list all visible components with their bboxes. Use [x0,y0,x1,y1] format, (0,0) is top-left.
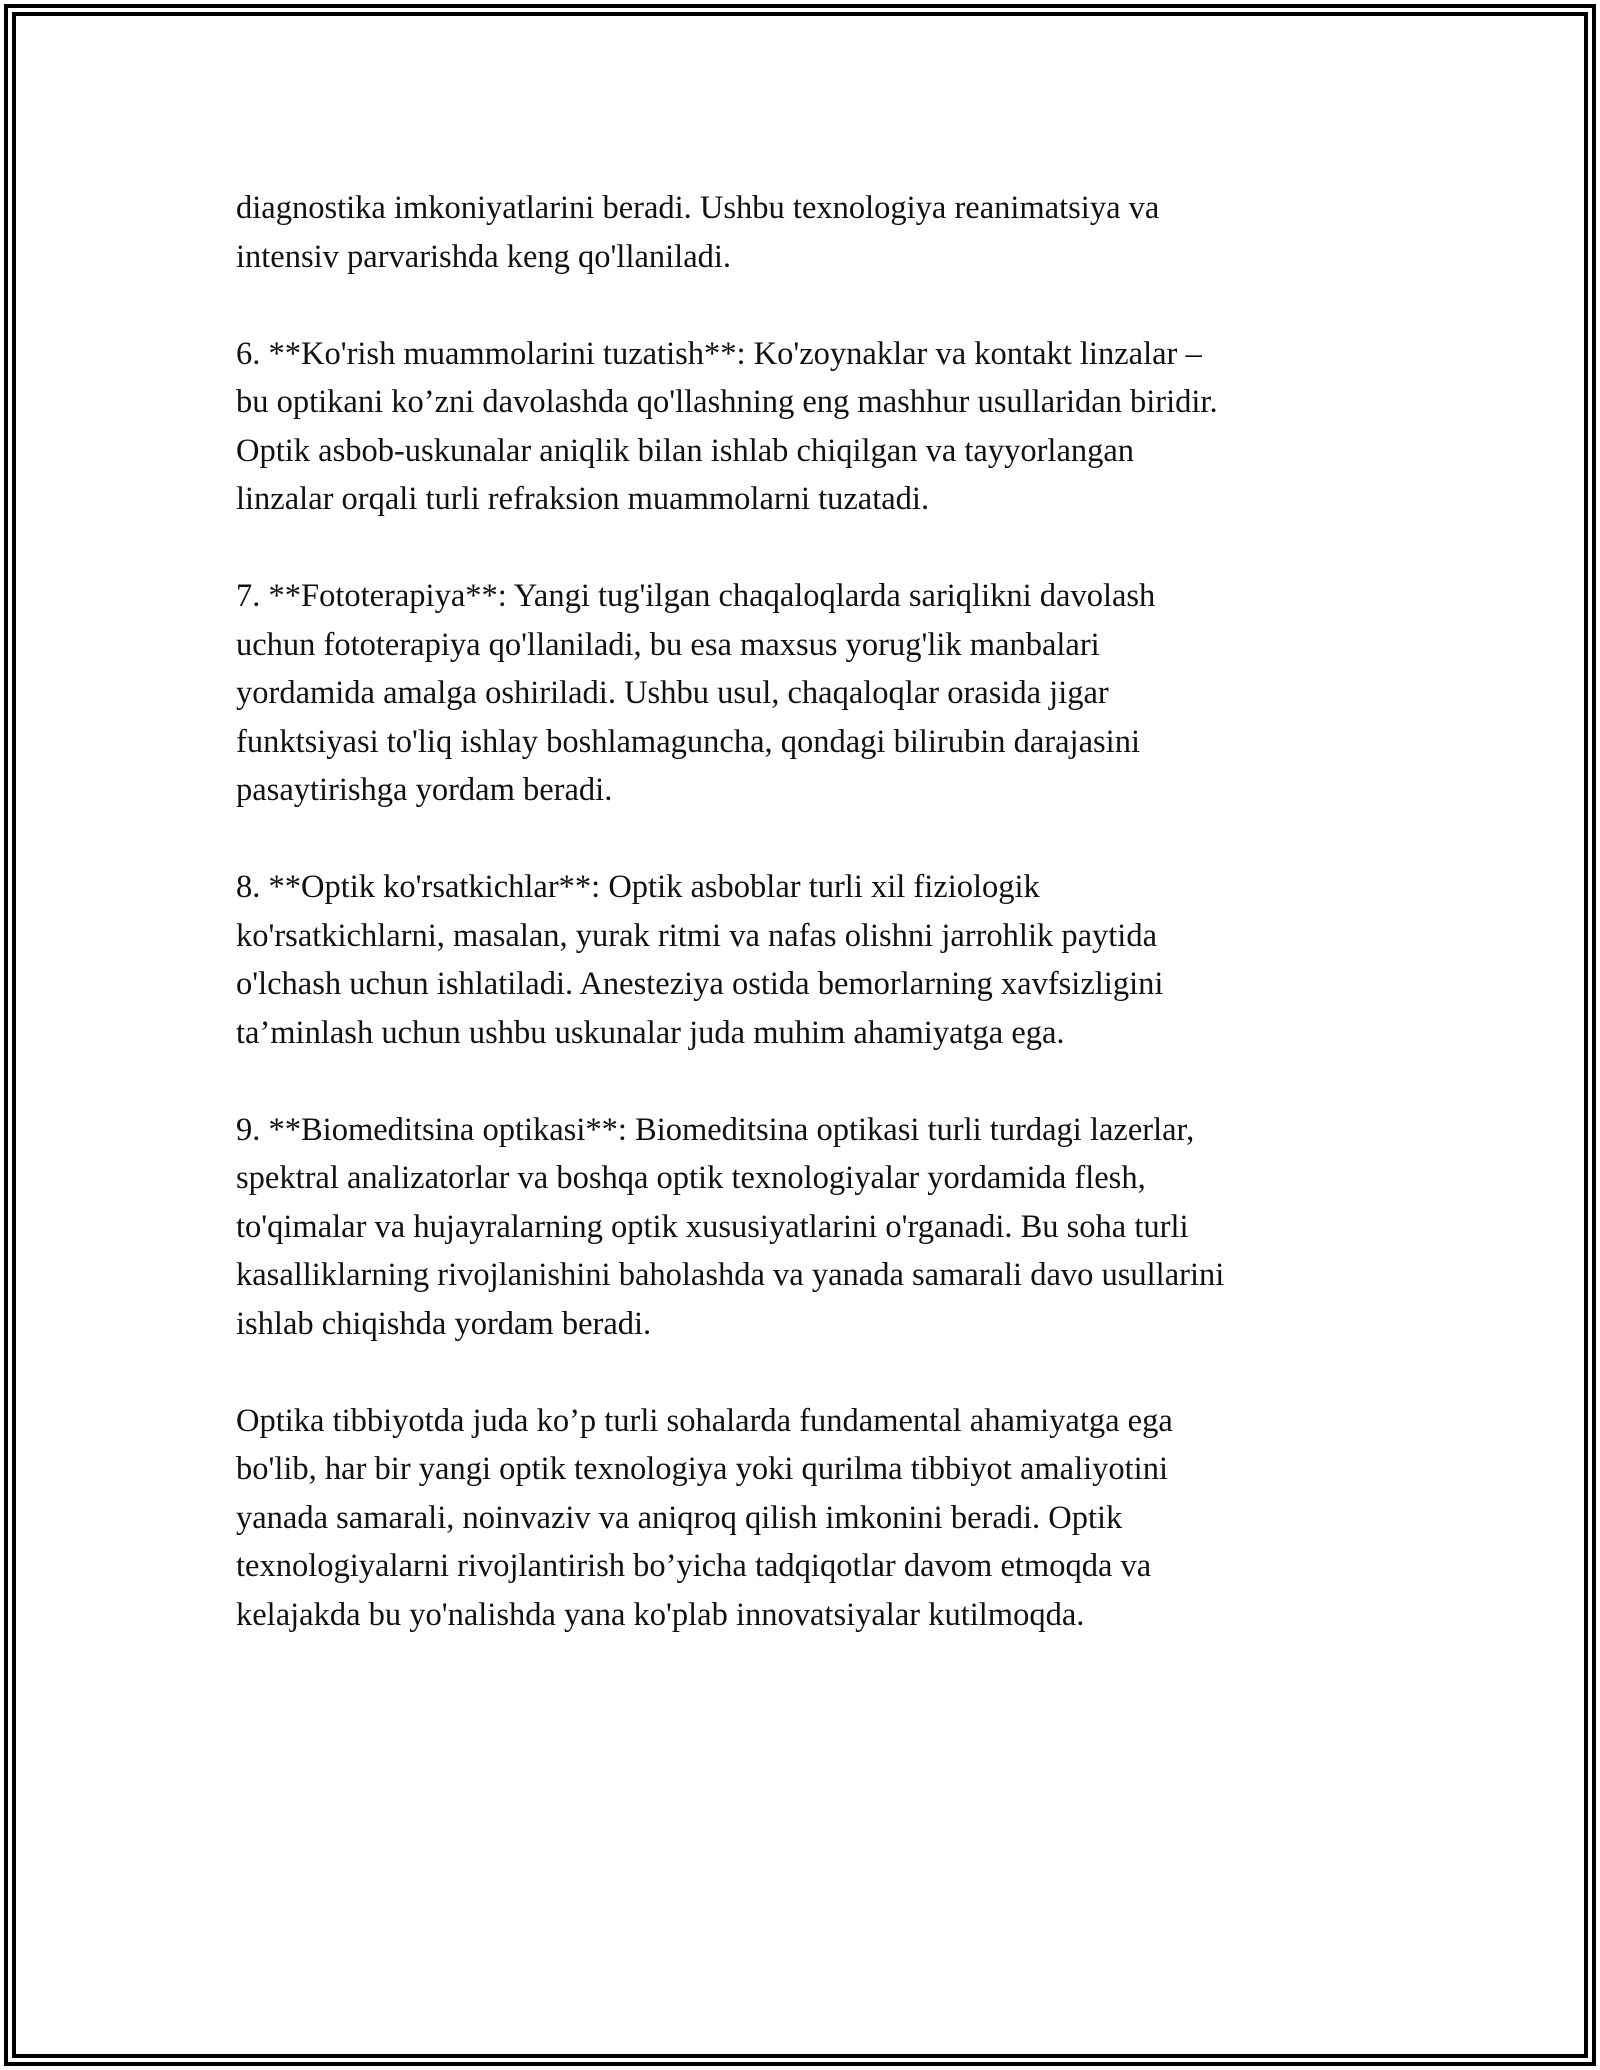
paragraph-conclusion: Optika tibbiyotda juda ko’p turli sohalarda fundamental ahamiyatga ega bo'lib, har bir yangi optik texnologiya yoki qurilma tibbiyot amaliyotini yanada samarali, noinvaziv va aniqroq qilish imkonini beradi. Optik texnologiyalarni rivojlantirish bo’yicha tadqiqotlar davom etmoqda va kelajakda bu yo'nalishda yana ko'plab innovatsiyalar kutilmoqda. [236,1402,1173,1633]
paragraph-item-8: 8. **Optik ko'rsatkichlar**: Optik asboblar turli xil fiziologik ko'rsatkichlarni, masalan, yurak ritmi va nafas olishni jarrohlik paytida o'lchash uchun ishlatiladi. Anesteziya ostida bemorlarning xavfsizligini ta’minlash uchun ushbu uskunalar juda muhim ahamiyatga ega. [236,869,1164,1051]
paragraph-item-6: 6. **Ko'rish muammolarini tuzatish**: Ko'zoynaklar va kontakt linzalar – bu optikani ko’zni davolashda qo'llashning eng mashhur usullaridan biridir. Optik asbob-uskunalar aniqlik bilan ishlab chiqilgan va tayyorlangan linzalar orqali turli refraksion muammolarni tuzatadi. [236,335,1218,517]
document-body [236,184,1366,1688]
paragraph-item-9: 9. **Biomeditsina optikasi**: Biomeditsina optikasi turli turdagi lazerlar, spektral analizatorlar va boshqa optik texnologiyalar yordamida flesh, to'qimalar va hujayralarning optik xususiyatlarini o'rganadi. Bu soha turli kasalliklarning rivojlanishini baholashda va yanada samarali davo usullarini ishlab chiqishda yordam beradi. [236,1111,1225,1342]
paragraph-intro-continuation: diagnostika imkoniyatlarini beradi. Ushbu texnologiya reanimatsiya va intensiv parvarishda keng qo'llaniladi. [236,190,1160,275]
paragraph-item-7: 7. **Fototerapiya**: Yangi tug'ilgan chaqaloqlarda sariqlikni davolash uchun fototerapiya qo'llaniladi, bu esa maxsus yorug'lik manbalari yordamida amalga oshiriladi. Ushbu usul, chaqaloqlar orasida jigar funktsiyasi to'liq ishlay boshlamaguncha, qondagi bilirubin darajasini pasaytirishga yordam beradi. [236,578,1156,808]
